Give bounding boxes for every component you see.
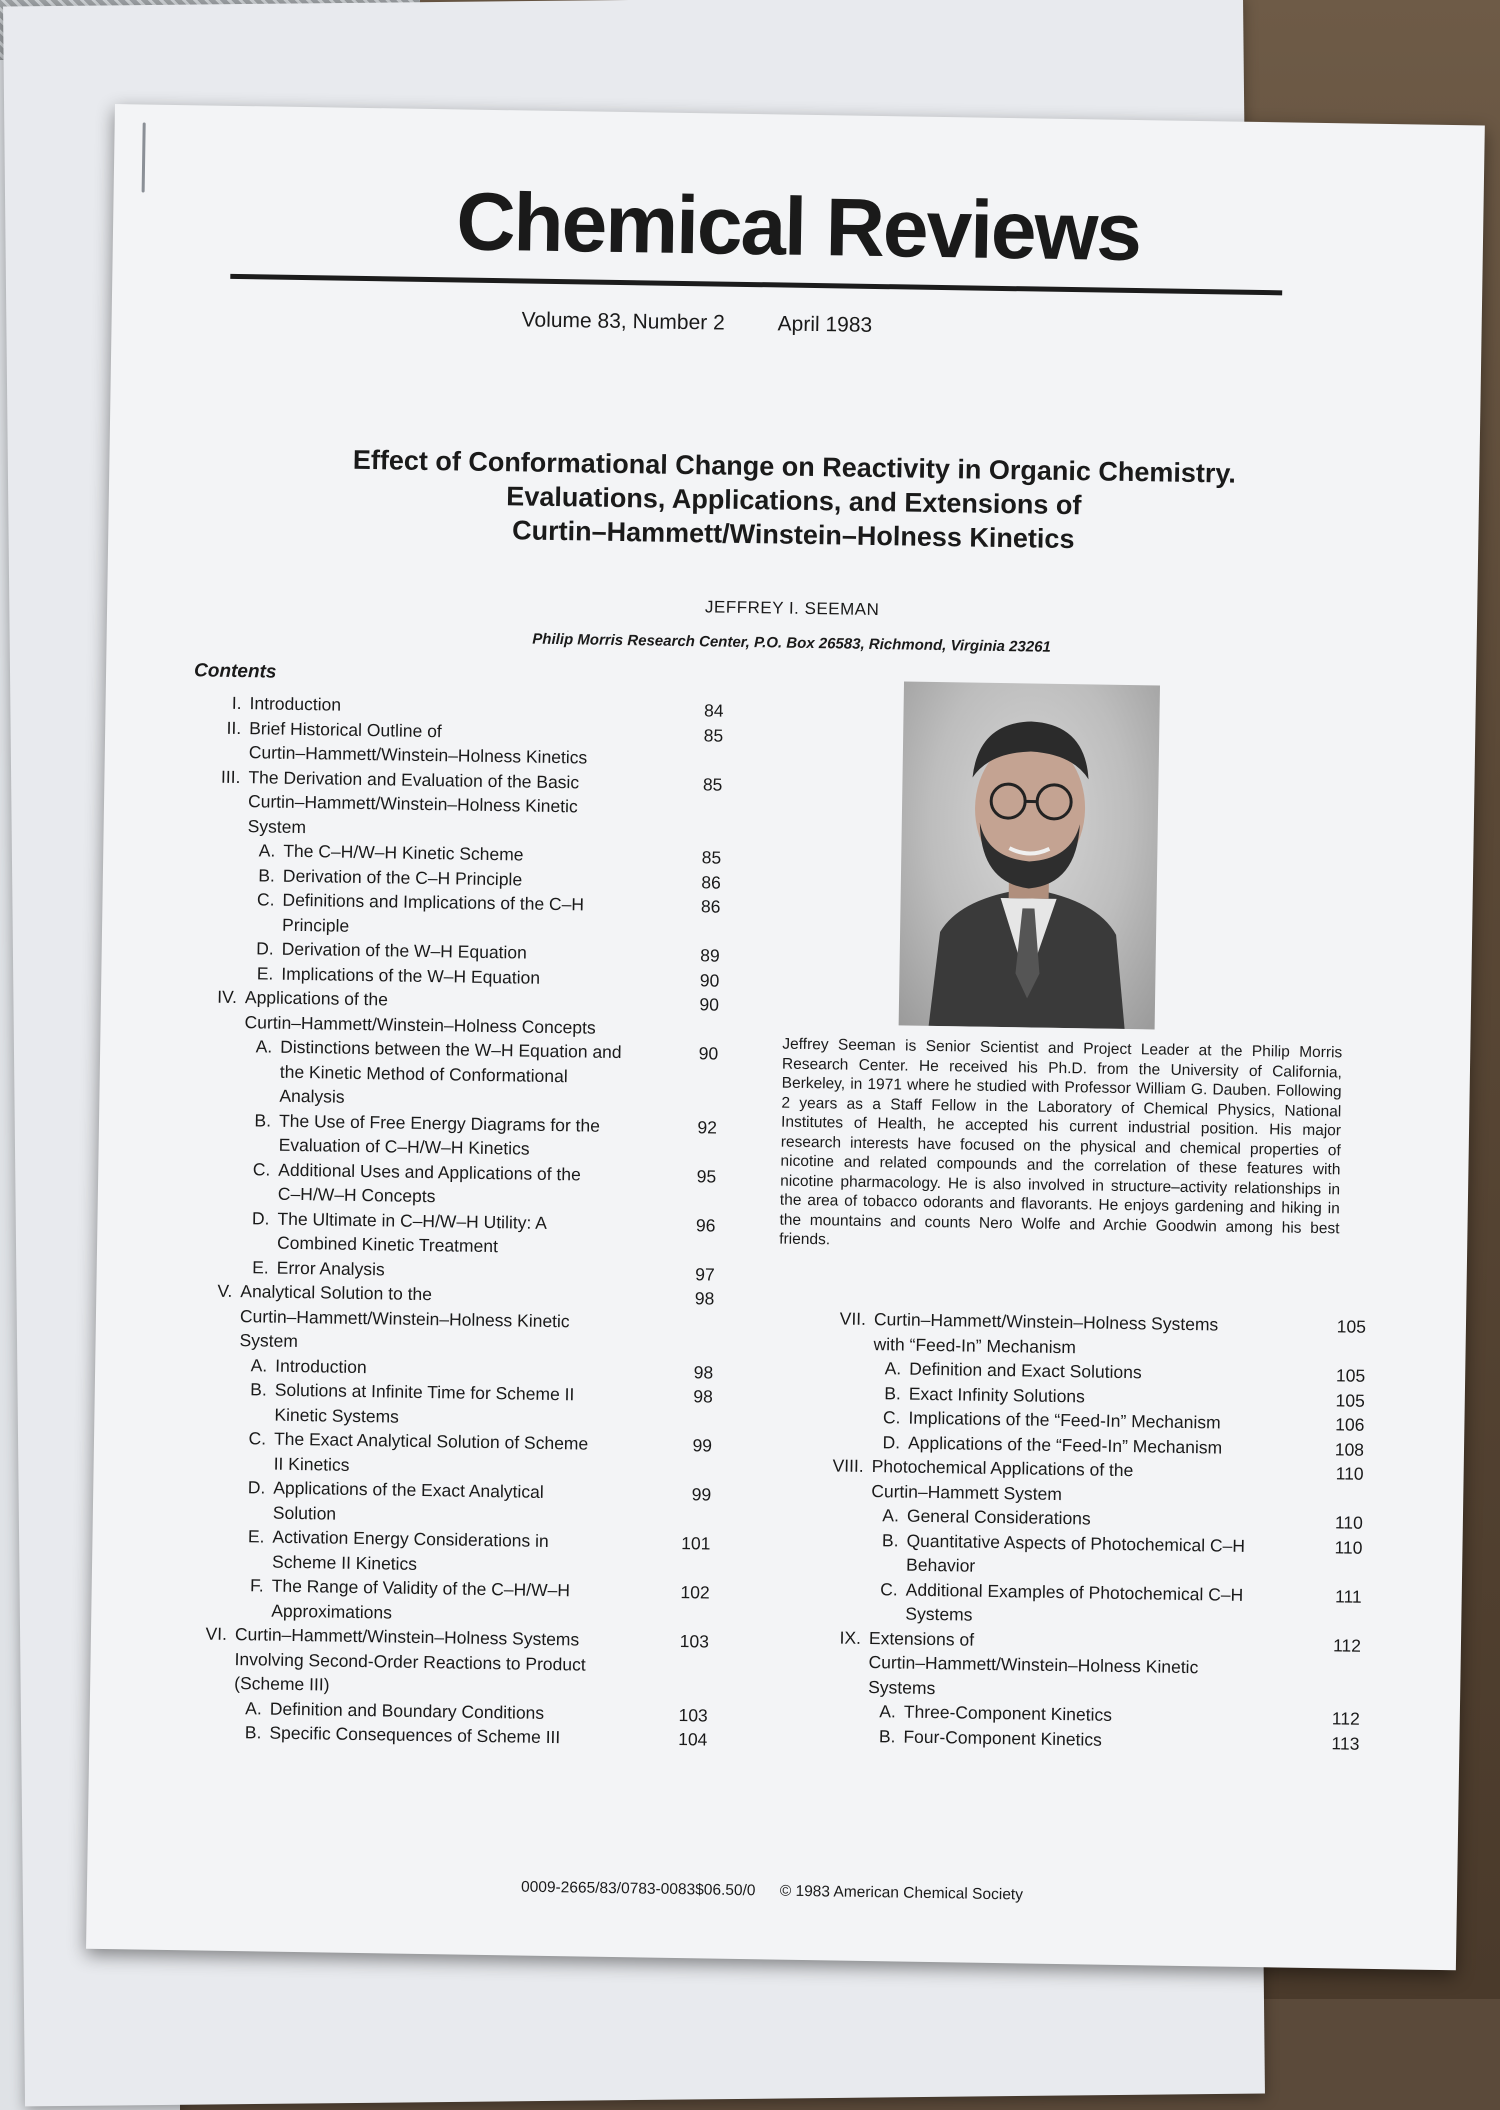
contents-entry-title-line: Derivation of the W–H Equation xyxy=(282,937,650,967)
contents-entry-number: A. xyxy=(188,1033,280,1059)
contents-entry-number: D. xyxy=(185,1205,277,1231)
contents-entry-number: VI. xyxy=(179,1621,235,1646)
contents-entry-number: D. xyxy=(181,1474,273,1500)
contents-entry xyxy=(185,1205,716,1262)
article-title-line: Effect of Conformational Change on Reactivity in Organic Chemistry. xyxy=(109,439,1479,495)
contents-entry-page: 103 xyxy=(639,1628,709,1654)
contents-entry-title-line: Solutions at Infinite Time for Scheme II xyxy=(275,1378,643,1408)
contents-entry-number: E. xyxy=(189,960,281,986)
contents-entry-title-line: Four-Component Kinetics xyxy=(903,1724,1289,1755)
contents-entry-page: 90 xyxy=(649,991,719,1017)
contents-entry-title xyxy=(278,1157,647,1212)
contents-entry-title-line: Involving Second-Order Reactions to Product xyxy=(234,1647,638,1678)
contents-entry-number: V. xyxy=(184,1278,240,1303)
contents-entry-title-line: Evaluation of C–H/W–H Kinetics xyxy=(278,1133,646,1163)
contents-list-left xyxy=(177,690,723,1752)
contents-entry-title-line: the Kinetic Method of Conformational xyxy=(280,1059,648,1089)
contents-entry-number: B. xyxy=(817,1380,909,1406)
contents-entry xyxy=(188,984,719,1041)
contents-entry-title-line: Implications of the “Feed-In” Mechanism xyxy=(908,1406,1294,1437)
contents-entry-title-line: Additional Uses and Applications of the xyxy=(278,1157,646,1187)
contents-entry-title xyxy=(273,1476,642,1531)
contents-entry-page: 110 xyxy=(1293,1461,1363,1487)
contents-entry-title xyxy=(278,1108,647,1163)
author-name: JEFFREY I. SEEMAN xyxy=(107,588,1477,630)
contents-entry-number: C. xyxy=(814,1576,906,1602)
author-affiliation: Philip Morris Research Center, P.O. Box 26583, Richmond, Virginia 23261 xyxy=(107,624,1477,663)
contents-entry-title-line: Behavior xyxy=(906,1553,1292,1584)
contents-entry-title-line: Analysis xyxy=(279,1084,647,1114)
contents-entry-title xyxy=(282,888,651,943)
contents-entry-title xyxy=(271,1574,640,1629)
contents-entry-number: B. xyxy=(811,1723,903,1749)
contents-entry-number: A. xyxy=(191,837,283,863)
contents-entry-title xyxy=(868,1626,1291,1706)
contents-entry-title-line: C–H/W–H Concepts xyxy=(278,1182,646,1212)
contents-entry-title-line: The Exact Analytical Solution of Scheme xyxy=(274,1427,642,1457)
contents-entry-page: 98 xyxy=(643,1383,713,1409)
issue-date: April 1983 xyxy=(777,312,872,337)
contents-entry-title-line: Brief Historical Outline of xyxy=(249,716,653,747)
contents-entry-title xyxy=(273,1427,642,1482)
contents-entry xyxy=(817,1306,1366,1364)
contents-entry-title-line: with “Feed-In” Mechanism xyxy=(873,1332,1295,1363)
contents-entry-page: 85 xyxy=(651,845,721,871)
contents-entry-title-line: Applications of the Exact Analytical xyxy=(273,1476,641,1506)
contents-entry-number: VII. xyxy=(818,1306,874,1331)
contents-entry-title-line: Introduction xyxy=(275,1353,643,1383)
contents-entry-page: 86 xyxy=(651,869,721,895)
contents-entry-title-line: Curtin–Hammett/Winstein–Holness Kinetics xyxy=(249,740,653,771)
contents-entry xyxy=(186,1107,717,1164)
contents-entry-page: 105 xyxy=(1295,1363,1365,1389)
contents-entry xyxy=(182,1376,713,1433)
contents-entry-title-line: Definition and Boundary Conditions xyxy=(270,1696,638,1726)
contents-entry-title-line: Exact Infinity Solutions xyxy=(909,1381,1295,1412)
contents-entry-title xyxy=(249,716,654,771)
contents-entry xyxy=(191,764,722,846)
contents-entry-page: 95 xyxy=(646,1163,716,1189)
page-footer xyxy=(87,1872,1457,1912)
contents-entry-page: 90 xyxy=(649,967,719,993)
contents-entry-title-line: Definitions and Implications of the C–H xyxy=(282,888,650,918)
contents-entry-title xyxy=(903,1724,1289,1755)
contents-entry-page: 110 xyxy=(1293,1510,1363,1536)
contents-entry-number: A. xyxy=(178,1695,270,1721)
contents-entry-page: 103 xyxy=(638,1702,708,1728)
contents-entry-title-line: Curtin–Hammett/Winstein–Holness Kinetic xyxy=(248,789,652,820)
contents-entry-page: 98 xyxy=(644,1285,714,1311)
contents-entry-number: C. xyxy=(816,1404,908,1430)
contents-entry-page: 90 xyxy=(648,1040,718,1066)
author-biography: Jeffrey Seeman is Senior Scientist and Project Leader at the Philip Morris Research Center. He received his Ph.D. from the University of California, Berkeley, in 1971 where he studied with Professor William G. Dauben. Following 2 years as a Staff Fellow in the Laboratory of Chemical Physics, National Institutes of Health, he accepted his current industrial position. His major research interests have focused on the physical and chemical properties of nicotine and related compounds and the correlation of these features with nicotine pharmacology. He is also involved in structure–activity relationships in the area of tobacco odorants and flavorants. He enjoys gardening and hiking in the mountains and counts Nero Wolfe and Archie Goodwin among his best friends. xyxy=(779,1035,1342,1258)
contents-entry xyxy=(181,1425,712,1482)
article-title-line: Curtin–Hammett/Winstein–Holness Kinetics xyxy=(108,507,1478,563)
contents-entry-title-line: II Kinetics xyxy=(273,1451,641,1481)
contents-entry-title-line: Extensions of xyxy=(869,1626,1291,1657)
contents-entry-title-line: Applications of the xyxy=(245,985,649,1016)
contents-entry-page: 106 xyxy=(1294,1412,1364,1438)
contents-entry-title-line: Specific Consequences of Scheme III xyxy=(269,1721,637,1751)
contents-entry-title xyxy=(244,985,649,1040)
contents-entry-page: 97 xyxy=(645,1261,715,1287)
contents-entry-title-line: Curtin–Hammett/Winstein–Holness Systems xyxy=(235,1622,639,1653)
contents-entry-page: 111 xyxy=(1292,1583,1362,1609)
contents-entry-page: 89 xyxy=(650,943,720,969)
contents-entry-number: A. xyxy=(817,1355,909,1381)
contents-entry xyxy=(814,1527,1363,1585)
contents-entry-title xyxy=(272,1525,641,1580)
contents-entry-title-line: The Ultimate in C–H/W–H Utility: A xyxy=(277,1206,645,1236)
contents-entry-number: F. xyxy=(180,1572,272,1598)
contents-entry-number: D. xyxy=(190,935,282,961)
contents-entry-title-line: The Derivation and Evaluation of the Basic xyxy=(248,765,652,796)
contents-entry-title xyxy=(873,1307,1296,1363)
contents-entry-title xyxy=(269,1721,637,1751)
contents-entry-title-line: (Scheme III) xyxy=(234,1671,638,1702)
contents-entry-title-line: Combined Kinetic Treatment xyxy=(277,1231,645,1261)
contents-entry-number: A. xyxy=(815,1502,907,1528)
contents-entry-title-line: Additional Examples of Photochemical C–H xyxy=(906,1577,1292,1608)
contents-entry-page: 98 xyxy=(643,1359,713,1385)
contents-entry-title-line: The Use of Free Energy Diagrams for the xyxy=(279,1108,647,1138)
author-portrait xyxy=(899,681,1160,1029)
contents-entry-title-line: Activation Energy Considerations in xyxy=(272,1525,640,1555)
contents-entry-title-line: Curtin–Hammett System xyxy=(871,1479,1293,1510)
contents-entry-number: C. xyxy=(186,1156,278,1182)
article-title xyxy=(108,439,1479,563)
contents-entry-title-line: Principle xyxy=(282,912,650,942)
contents-entry-title-line: Curtin–Hammett/Winstein–Holness Kinetic xyxy=(868,1650,1290,1681)
contents-entry-page: 102 xyxy=(640,1579,710,1605)
contents-entry-page: 110 xyxy=(1292,1534,1362,1560)
contents-entry xyxy=(187,1033,718,1115)
copyright-notice: © 1983 American Chemical Society xyxy=(780,1883,1023,1904)
contents-entry-number: III. xyxy=(192,764,248,789)
contents-entry-title xyxy=(906,1528,1293,1583)
contents-entry-title-line: Systems xyxy=(868,1675,1290,1706)
contents-entry-title-line: Analytical Solution to the xyxy=(240,1279,644,1310)
contents-entry-title-line: Distinctions between the W–H Equation and xyxy=(280,1035,648,1065)
contents-entry-page: 108 xyxy=(1294,1436,1364,1462)
document-page xyxy=(86,104,1485,1970)
contents-entry-title-line: Kinetic Systems xyxy=(274,1402,642,1432)
contents-entry-title-line: Quantitative Aspects of Photochemical C–H xyxy=(906,1528,1292,1559)
contents-entry-title-line: Curtin–Hammett/Winstein–Holness Kinetic xyxy=(240,1304,644,1335)
contents-entry-page: 86 xyxy=(650,894,720,920)
contents-entry-number: IX. xyxy=(813,1625,869,1650)
contents-entry-number: E. xyxy=(180,1523,272,1549)
contents-entry xyxy=(178,1621,709,1703)
contents-entry-title-line: Curtin–Hammett/Winstein–Holness Concepts xyxy=(244,1010,648,1041)
contents-entry-title xyxy=(277,1206,646,1261)
contents-entry xyxy=(179,1572,710,1629)
contents-entry xyxy=(186,1156,717,1213)
contents-entry-number: II. xyxy=(193,715,249,740)
contents-entry xyxy=(181,1474,712,1531)
issn-code: 0009-2665/83/0783-0083$06.50/0 xyxy=(521,1879,756,1900)
contents-entry-title xyxy=(239,1279,644,1359)
contents-entry-number: C. xyxy=(190,886,282,912)
contents-entry-number: B. xyxy=(191,862,283,888)
contents-entry-page: 101 xyxy=(640,1530,710,1556)
contents-entry-title xyxy=(274,1378,643,1433)
contents-entry-number: D. xyxy=(816,1429,908,1455)
contents-entry xyxy=(815,1453,1364,1511)
contents-entry-title-line: Systems xyxy=(905,1602,1291,1633)
contents-entry-number: A. xyxy=(812,1698,904,1724)
contents-entry-title-line: The Range of Validity of the C–H/W–H xyxy=(272,1574,640,1604)
contents-entry-title-line: Definition and Exact Solutions xyxy=(909,1357,1295,1388)
contents-entry-title xyxy=(905,1577,1292,1632)
contents-entry-page: 85 xyxy=(652,771,722,797)
contents-entry-page: 99 xyxy=(642,1432,712,1458)
contents-entry-title-line: Photochemical Applications of the xyxy=(872,1454,1294,1485)
contents-entry-number: B. xyxy=(814,1527,906,1553)
contents-entry-title-line: The C–H/W–H Kinetic Scheme xyxy=(283,839,651,869)
contents-entry-number: B. xyxy=(183,1376,275,1402)
contents-entry-title-line: System xyxy=(247,814,651,845)
contents-entry-page: 105 xyxy=(1296,1314,1366,1340)
contents-entry-number: I. xyxy=(193,690,249,715)
contents-entry-title-line: Error Analysis xyxy=(277,1255,645,1285)
contents-entry-title xyxy=(871,1454,1294,1510)
contents-entry-title-line: General Considerations xyxy=(907,1504,1293,1535)
contents-entry-title-line: Implications of the W–H Equation xyxy=(281,961,649,991)
contents-entry-page: 105 xyxy=(1295,1387,1365,1413)
contents-entry xyxy=(190,886,721,943)
volume-number: Volume 83, Number 2 xyxy=(521,308,724,335)
contents-entry-page: 112 xyxy=(1291,1632,1361,1658)
contents-entry-title xyxy=(247,765,652,845)
contents-entry-page: 85 xyxy=(653,722,723,748)
contents-entry-title xyxy=(279,1035,648,1114)
contents-entry-page: 99 xyxy=(641,1481,711,1507)
journal-title: Chemical Reviews xyxy=(112,170,1483,286)
contents-entry-page: 96 xyxy=(645,1212,715,1238)
contents-entry xyxy=(812,1625,1361,1707)
article-title-line: Evaluations, Applications, and Extensions of xyxy=(109,473,1479,529)
contents-list-right xyxy=(811,1306,1366,1756)
contents-entry-number: E. xyxy=(185,1254,277,1280)
contents-entry-number: IV. xyxy=(189,984,245,1009)
contents-entry-number: B. xyxy=(187,1107,279,1133)
contents-entry-number: C. xyxy=(182,1425,274,1451)
contents-entry-page: 92 xyxy=(647,1114,717,1140)
contents-entry-number: B. xyxy=(177,1719,269,1745)
contents-entry-number: VIII. xyxy=(816,1453,872,1478)
contents-entry-title-line: Scheme II Kinetics xyxy=(272,1549,640,1579)
contents-entry-title-line: System xyxy=(239,1328,643,1359)
contents-entry xyxy=(183,1278,714,1360)
contents-entry-title-line: Curtin–Hammett/Winstein–Holness Systems xyxy=(874,1307,1296,1338)
contents-entry-title-line: Three-Component Kinetics xyxy=(904,1700,1290,1731)
contents-entry xyxy=(193,715,724,772)
contents-entry-title-line: Introduction xyxy=(249,691,653,722)
contents-entry-number: A. xyxy=(183,1352,275,1378)
portrait-illustration xyxy=(899,681,1160,1029)
contents-entry-page: 84 xyxy=(653,698,723,724)
contents-entry xyxy=(813,1576,1362,1634)
contents-entry-title-line: Solution xyxy=(273,1500,641,1530)
contents-entry-page: 112 xyxy=(1290,1706,1360,1732)
contents-entry-title xyxy=(234,1622,639,1702)
contents-entry-title-line: Applications of the “Feed-In” Mechanism xyxy=(908,1430,1294,1461)
contents-entry-page: 104 xyxy=(637,1726,707,1752)
contents-heading: Contents xyxy=(194,660,277,683)
contents-entry xyxy=(180,1523,711,1580)
contents-entry-title-line: Approximations xyxy=(271,1598,639,1628)
contents-entry-title-line: Derivation of the C–H Principle xyxy=(283,863,651,893)
contents-entry-page: 113 xyxy=(1289,1730,1359,1756)
